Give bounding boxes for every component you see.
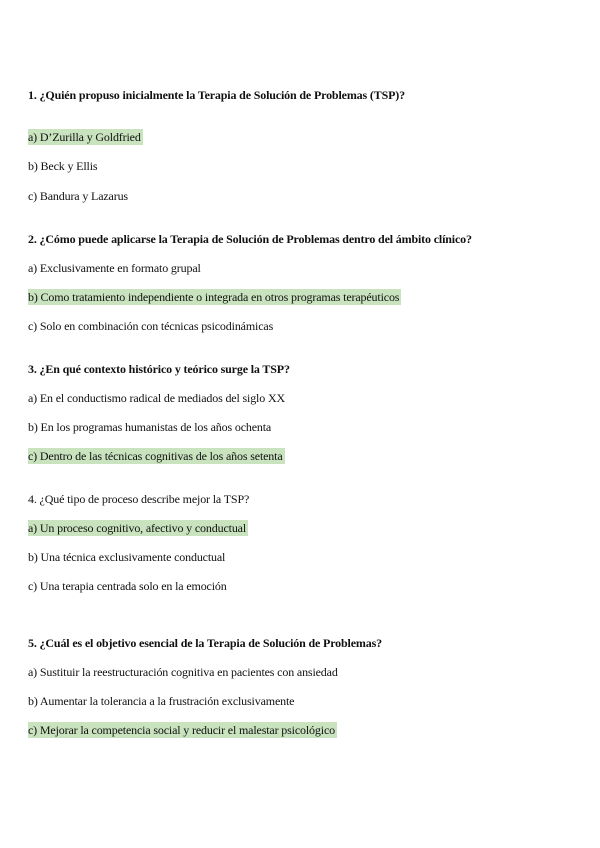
question-3: 3. ¿En qué contexto histórico y teórico surge la TSP? — [28, 362, 290, 376]
question-3-option-b: b) En los programas humanistas de los años ochenta — [28, 420, 272, 434]
correct-answer-highlight: c) Dentro de las técnicas cognitivas de los años setenta — [28, 449, 283, 463]
question-1: 1. ¿Quién propuso inicialmente la Terapia de Solución de Problemas (TSP)? — [28, 88, 405, 102]
question-5-option-a: a) Sustituir la reestructuración cognitiva en pacientes con ansiedad — [28, 665, 338, 679]
question-2-option-b — [28, 290, 401, 304]
question-1-option-c: c) Bandura y Lazarus — [28, 189, 128, 203]
question-2: 2. ¿Cómo puede aplicarse la Terapia de Solución de Problemas dentro del ámbito clínico? — [28, 232, 472, 246]
question-1-option-a — [28, 130, 143, 144]
correct-answer-highlight: a) Un proceso cognitivo, afectivo y conductual — [28, 521, 247, 535]
question-5: 5. ¿Cuál es el objetivo esencial de la Terapia de Solución de Problemas? — [28, 636, 382, 650]
question-4-option-a — [28, 521, 248, 535]
correct-answer-highlight: c) Mejorar la competencia social y reducir el malestar psicológico — [28, 723, 335, 737]
question-1-option-b: b) Beck y Ellis — [28, 159, 98, 173]
question-3-option-c — [28, 449, 285, 463]
question-4: 4. ¿Qué tipo de proceso describe mejor la TSP? — [28, 492, 250, 506]
question-2-option-c: c) Solo en combinación con técnicas psicodinámicas — [28, 319, 274, 333]
question-5-option-b: b) Aumentar la tolerancia a la frustración exclusivamente — [28, 694, 295, 708]
question-3-option-a: a) En el conductismo radical de mediados del siglo XX — [28, 391, 285, 405]
question-2-option-a: a) Exclusivamente en formato grupal — [28, 261, 201, 275]
question-5-option-c — [28, 723, 337, 737]
question-4-option-b: b) Una técnica exclusivamente conductual — [28, 550, 226, 564]
correct-answer-highlight: b) Como tratamiento independiente o integrada en otros programas terapéuticos — [28, 290, 400, 304]
correct-answer-highlight: a) D’Zurilla y Goldfried — [28, 130, 141, 144]
question-4-option-c: c) Una terapia centrada solo en la emoción — [28, 579, 227, 593]
